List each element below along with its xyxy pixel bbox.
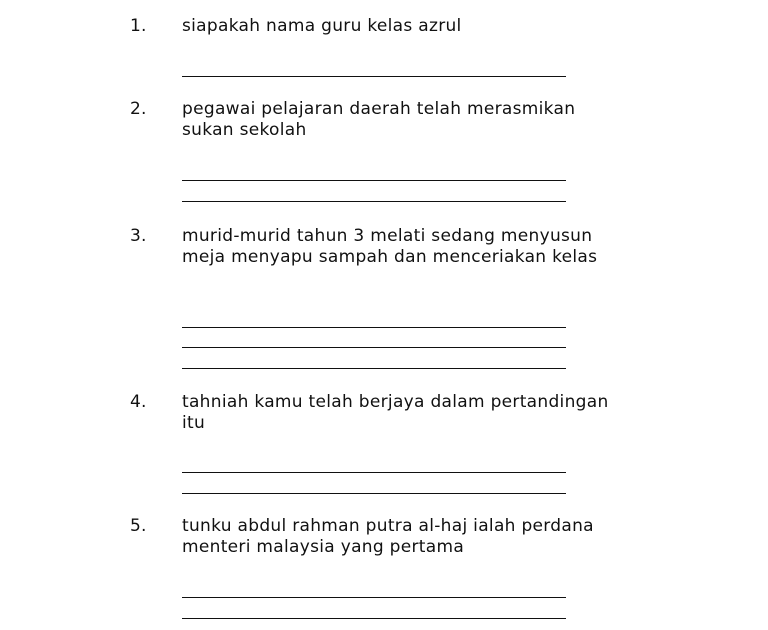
answer-line[interactable] [182, 597, 566, 598]
question-text: tahniah kamu telah berjaya dalam pertandingan itu [182, 392, 609, 433]
question-text: pegawai pelajaran daerah telah merasmikan sukan sekolah [182, 99, 576, 140]
question-number: 2. [130, 99, 147, 119]
question-number: 4. [130, 392, 147, 412]
answer-line[interactable] [182, 347, 566, 348]
answer-line[interactable] [182, 201, 566, 202]
answer-line[interactable] [182, 493, 566, 494]
question-text: murid-murid tahun 3 melati sedang menyusun meja menyapu sampah dan menceriakan kelas [182, 226, 598, 267]
answer-line[interactable] [182, 472, 566, 473]
answer-line[interactable] [182, 76, 566, 77]
answer-line[interactable] [182, 180, 566, 181]
question-text: siapakah nama guru kelas azrul [182, 16, 462, 36]
question-number: 5. [130, 516, 147, 536]
answer-line[interactable] [182, 368, 566, 369]
answer-line[interactable] [182, 618, 566, 619]
answer-line[interactable] [182, 327, 566, 328]
question-text: tunku abdul rahman putra al-haj ialah perdana menteri malaysia yang pertama [182, 516, 594, 557]
question-number: 1. [130, 16, 147, 36]
question-number: 3. [130, 226, 147, 246]
